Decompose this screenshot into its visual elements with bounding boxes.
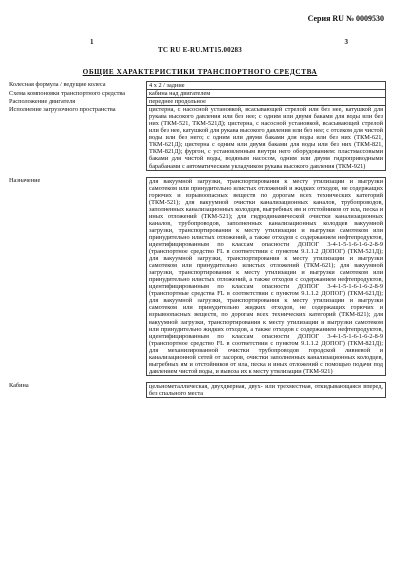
row-label: Расположение двигателя bbox=[9, 98, 76, 106]
row-value: 4 x 2 / задние bbox=[146, 81, 386, 90]
row-label: Исполнение загрузочного пространства bbox=[9, 106, 116, 114]
table-row bbox=[8, 81, 386, 90]
row-value: для вакуумной загрузки, транспортирования к месту утилизации и выгрузки самотеком или принудительно илистых отложений и жидких отходов, не содержащих горючих и взрывоопасных веществ по дорогам всех технических категорий (ТКМ-521); для вакуумной очистки канализационных каналов, трубопроводов, заполненных канализационных колодцев, выгребных ям и отстойников от ила, песка и иных отложений (ТКМ-521); для гидродинамической очистки канализационных каналов, трубопроводов, заполненных канализационных колодцев вакуумной загрузки, транспортирования к месту утилизации и выгрузки самотеком или принудительно илистых отложений, а также отходов с содержанием нефтепродуктов, идентифицированным по классам опасности ДОПОГ 3-4-1-5-1-6-1-6-2-8-9 (транспортное средство FL в соответствии с пунктом 9.1.1.2 ДОПОГ) (ТКМ-521Д); для вакуумной загрузки, транспортирования к месту утилизации и выгрузки самотеком или принудительно илистых отложений (ТКМ-621); для вакуумной загрузки, транспортирования к месту утилизации и выгрузки самотеком или принудительно илистых отложений, а также отходов с содержанием нефтепродуктов, идентифицированным по классам опасности ДОПОГ 3-4-1-5-1-6-1-6-2-8-9 (транспортные средства FL в соответствии с пунктом 9.1.1.2 ДОПОГ) (ТКМ-621Д); для вакуумной загрузки, транспортирования к месту утилизации и выгрузки самотеком или принудительно жидких отходов, не содержащих горючих и взрывоопасных веществ, по дорогам всех технических категорий (ТКМ-821); для вакуумной загрузки, транспортирования к месту утилизации и выгрузки самотеком или принудительно жидких отходов, а также отходов с содержанием нефтепродуктов, идентифицированным по классам опасности ДОПОГ 3-4-1-5-1-6-1-6-2-8-9 (транспортное средство FL в соответствии с пунктом 9.1.1.2 ДОПОГ) (ТКМ-821Д); для механизированной очистки трубопроводов городской ливневой и канализационной сетей от засоров, очистки заполненных канализационных колодцев, выгребных ям и отстойников от ила, песка и иных отложений с помощью подачи под давлением чистой воды, и вывоза их к месту утилизации (ТКМ-921) bbox=[146, 177, 386, 376]
table-row bbox=[8, 90, 386, 98]
row-value: кабина над двигателем bbox=[146, 90, 386, 98]
characteristics-table bbox=[8, 81, 386, 398]
table-row bbox=[8, 106, 386, 170]
page-number-right: 3 bbox=[344, 38, 348, 46]
row-label: Колесная формула / ведущие колеса bbox=[9, 81, 106, 88]
table-row bbox=[8, 382, 386, 398]
table-row bbox=[8, 177, 386, 376]
row-value: переднее продольное bbox=[146, 98, 386, 106]
section-title: ОБЩИЕ ХАРАКТЕРИСТИКИ ТРАНСПОРТНОГО СРЕДСТВА bbox=[82, 68, 318, 76]
row-value: цельнометаллическая, двухдверная, двух- или трехместная, откидывающаяся вперед, без спального места bbox=[146, 382, 386, 398]
row-label: Назначение bbox=[9, 176, 41, 184]
table-row bbox=[8, 98, 386, 106]
certificate-number: ТС RU E-RU.MT15.00283 bbox=[158, 46, 242, 54]
row-label: Схема компоновки транспортного средства bbox=[9, 90, 126, 98]
certificate-serial: Серия RU № 0009530 bbox=[307, 14, 384, 23]
row-value: цистерна, с насосной установкой, всасывающей стрелой или без нее, катушкой для рукава высокого давления или без нее; с одним или двумя баками для воды или без них (ТКМ-521, ТКМ-521Д); цистерна, с насосной установкой, всасывающей стрелой или без нее, катушкой для рукава высокого давления или без нее; с отсеком для чистой воды или без него; с одним или двумя баками для воды или без них (ТКМ-621, ТКМ-621Д); цистерна с одним или двумя баками для воды или без них (ТКМ-821, ТКМ-821Д); фургон, с установленным внутри него оборудованием: пластмассовыми баками для чистой воды, водяным насосом, одним или двумя гидроприводными барабанами с автоматическим укладчиком рукава высокого давления (ТКМ-921) bbox=[146, 106, 386, 170]
row-label: Кабина bbox=[9, 381, 29, 389]
page-number-left: 1 bbox=[90, 38, 94, 46]
